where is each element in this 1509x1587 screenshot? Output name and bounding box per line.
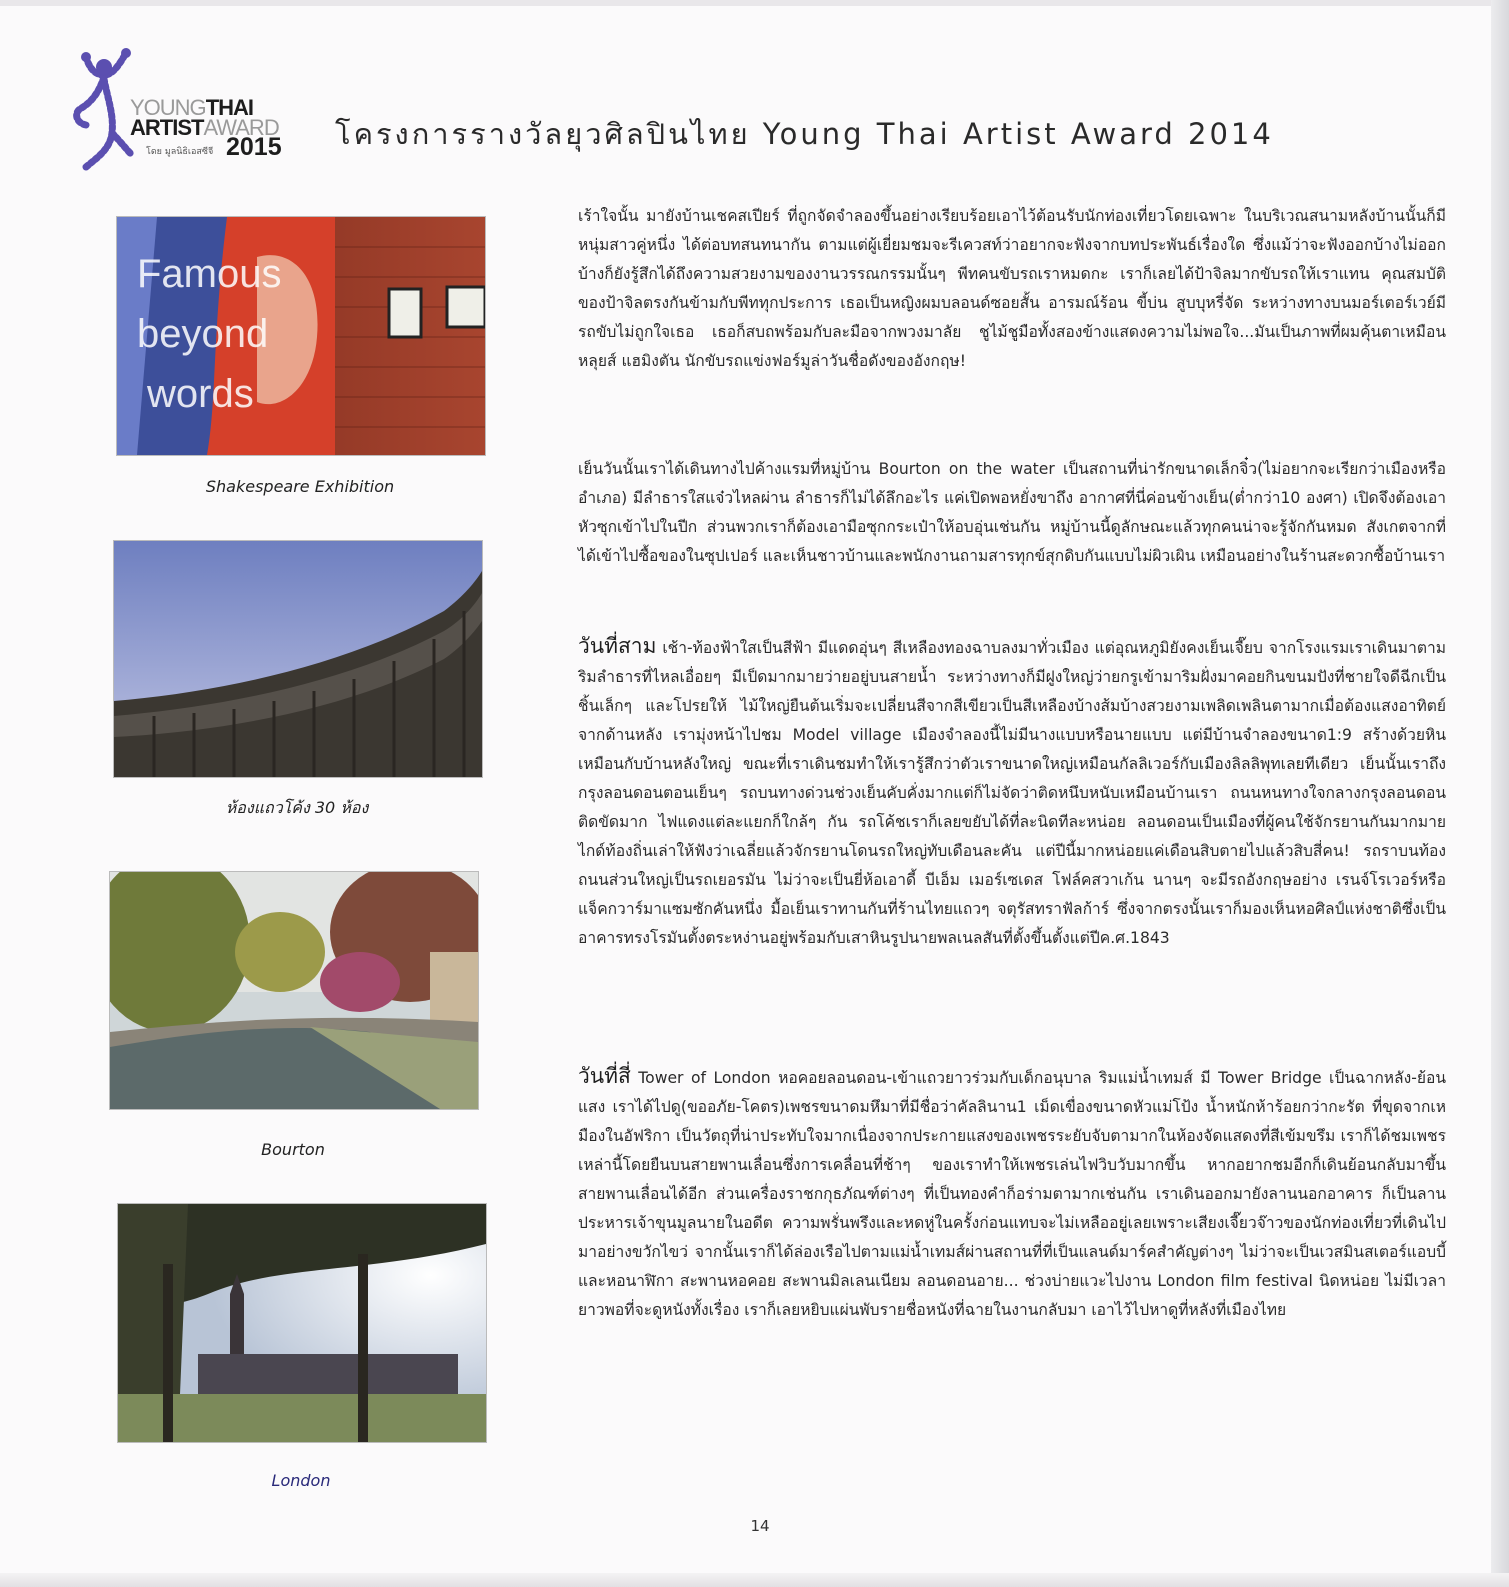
photo-caption: ห้องแถวโค้ง 30 ห้อง	[225, 798, 369, 817]
paragraph-shakespeare: เร้าใจนั้น มายังบ้านเชคสเปียร์ ที่ถูกจัดจำลองขึ้นอย่างเรียบร้อยเอาไว้ต้อนรับนักท่องเที่ยวโดยเฉพาะ ในบริเวณสนามหลังบ้านนั้นก็มีหนุ่มสาวคู่หนึ่ง ได้ต่อบทสนทนากัน ตามแต่ผู้เยี่ยมชมจะรีเควสท์ว่าอยากจะฟังจากบทประพันธ์เรื่องใด ซึ่งแม้ว่าจะฟังออกบ้างไม่ออกบ้างก็ยังรู้สึกได้ถึงความสวยงามของงานวรรณกรรมนั้นๆ พีทคนขับรถเราหมดกะ เราก็เลยได้ป้าจิลมากขับรถให้เราแทน คุณสมบัติของป้าจิลตรงกันข้ามกับพีททุกประการ เธอเป็นหญิงผมบลอนด์ซอยสั้น อารมณ์ร้อน ขี้บ่น สูบบุหรี่จัด ระหว่างทางบนมอร์เตอร์เวย์มีรถขับไม่ถูกใจเธอ เธอก็สบถพร้อมกับละมือจากพวงมาลัย ชูไม้ชูมือทั้งสองข้างแสดงความไม่พอใจ...มันเป็นภาพที่ผมคุ้นตาเหมือน หลุยส์ แฮมิงตัน นักขับรถแข่งฟอร์มูล่าวันชื่อดังของอังกฤษ!	[578, 207, 1446, 370]
logo-year: 2015	[226, 133, 282, 161]
photo-london	[117, 1203, 487, 1443]
paragraph-day-three	[578, 632, 1446, 953]
page-top-edge	[0, 0, 1509, 6]
logo-sponsor-text: โดย มูลนิธิเอสซีจี	[146, 147, 214, 157]
day-four-text: Tower of London หอคอยลอนดอน-เข้าแถวยาวร่วมกับเด็กอนุบาล ริมแม่น้ำเทมส์ มี Tower Bridge เป็นฉากหลัง-ย้อนแสง เราได้ไปดู(ขออภัย-โคตร)เพชรขนาดมหึมาที่มีชื่อว่าคัลลินาน1 เม็ดเขื่องขนาดหัวแม่โป้ง น้ำหนักห้าร้อยกว่ากะรัต ที่ขุดจากเหมืองในอัฟริกา เป็นวัตถุที่น่าประทับใจมากเนื่องจากประกายแสงของเพชรระยับจับตามากในห้องจัดแสดงที่สีเข้มขรึม เราก็ได้ชมเพชรเหล่านี้โดยยืนบนสายพานเลื่อนซึ่งการเคลื่อนที่ช้าๆ ของเราทำให้เพชรเล่นไฟวิบวับมากขึ้น หากอยากชมอีกก็เดินย้อนกลับมาขึ้นสายพานเลื่อนได้อีก ส่วนเครื่องราชกกุธภัณฑ์ต่างๆ ที่เป็นทองคำก็อร่ามตามากเช่นกัน เราเดินออกมายังลานนอกอาคาร ก็เป็นลานประหารเจ้าขุนมูลนายในอดีต ความพรั่นพรึงและหดหู่ในครั้งก่อนแทบจะไม่เหลืออยู่เลยเพราะเสียงเจี๊ยวจ๊าวของนักท่องเที่ยวที่เดินไปมาอย่างขวักไขว่ จากนั้นเราก็ได้ล่องเรือไปตามแม่น้ำเทมส์ผ่านสถานที่ที่เป็นแลนด์มาร์คสำคัญต่างๆ ไม่ว่าจะเป็นเวสมินสเตอร์แอบบี้และหอนาฬิกา สะพานหอคอย สะพานมิลเลนเนียม ลอนดอนอาย... ช่วงบ่ายแวะไปงาน London film festival นิดหน่อย ไม่มีเวลายาวพอที่จะดูหนังทั้งเรื่อง เราก็เลยหยิบแผ่นพับรายชื่อหนังที่ฉายในงานกลับมา เอาไว้ไปหาดูที่หลังที่เมืองไทย	[578, 1069, 1446, 1319]
photo-caption: Bourton	[261, 1140, 325, 1159]
day-four-label: วันที่สี่	[578, 1064, 631, 1088]
page-right-edge	[1491, 0, 1509, 1587]
banner-text-line3: words	[147, 372, 254, 416]
banner-text-line1: Famous	[137, 252, 282, 296]
paragraph-day-four	[578, 1062, 1446, 1325]
paragraph-bourton: เย็นวันนั้นเราได้เดินทางไปค้างแรมที่หมู่บ้าน Bourton on the water เป็นสถานที่น่ารักขนาดเล็กจิ๋ว(ไม่อยากจะเรียกว่าเมืองหรืออำเภอ) มีลำธารใสแจ๋วไหลผ่าน ลำธารก็ไม่ได้ลึกอะไร แค่เปิดพอหยั่งขาถึง อากาศที่นี่ค่อนข้างเย็น(ต่ำกว่า10 องศา) เปิดจึงต้องเอาหัวซุกเข้าไปในปีก ส่วนพวกเราก็ต้องเอามือซุกกระเป๋าให้อบอุ่นเช่นกัน หมู่บ้านนี้ดูลักษณะแล้วทุกคนน่าจะรู้จักกันหมด สังเกตจากที่ได้เข้าไปซื้อของในซุปเปอร์ และเห็นชาวบ้านและพนักงานถามสารทุกข์สุกดิบกันแบบไม่ผิวเผิน เหมือนอย่างในร้านสะดวกซื้อบ้านเรา	[578, 460, 1446, 565]
photo-caption: Shakespeare Exhibition	[205, 477, 395, 496]
banner-text-line2: beyond	[137, 312, 269, 356]
photo-royal-crescent	[113, 540, 483, 778]
young-thai-artist-award-logo	[68, 45, 298, 175]
page-title: โครงการรางวัลยุวศิลปินไทย Young Thai Artist Award 2014	[335, 117, 1274, 151]
day-three-text: เช้า-ท้องฟ้าใสเป็นสีฟ้า มีแดดอุ่นๆ สีเหลืองทองฉาบลงมาทั่วเมือง แต่อุณหภูมิยังคงเย็นเจี๊ยบ จากโรงแรมเราเดินมาตามริมลำธารที่ไหลเอื่อยๆ มีเป็ดมากมายว่ายอยู่บนสายน้ำ ระหว่างทางก็มีฝูงใหญ่ว่ายกรูเข้ามาริมฝั่งมาคอยกินขนมปังที่ชายใจดีฉีกเป็นชิ้นเล็กๆ และโปรยให้ ไม้ใหญ่ยืนต้นเริ่มจะเปลี่ยนสีจากสีเขียวเป็นสีเหลืองบ้างส้มบ้างสวยงามเพลิดเพลินตามากเมื่อต้องแสงอาทิตย์จากด้านหลัง เรามุ่งหน้าไปชม Model village เมืองจำลองนี้ไม่มีนางแบบหรือนายแบบ แต่มีบ้านจำลองขนาด1:9 สร้างด้วยหินเหมือนกับบ้านหลังใหญ่ ขณะที่เราเดินชมทำให้เรารู้สึกว่าตัวเราขนาดใหญ่เหมือนกัลลิเวอร์กับเมืองลิลลิพุทเลยทีเดียว เย็นนั้นเราถึงกรุงลอนดอนตอนเย็นๆ รถบนทางด่วนช่วงเย็นคับคั่งมากแต่ก็ไม่จัดว่าติดหนึบหนับเหมือนบ้านเรา ถนนหนทางใจกลางกรุงลอนดอนติดขัดมาก ไฟแดงแต่ละแยกก็ใกล้ๆ กัน รถโค้ชเราก็เลยขยับได้ที่ละนิดทีละหน่อย ลอนดอนเป็นเมืองที่ผู้คนใช้จักรยานกันมากมาย ไกด์ท้องถิ่นเล่าให้ฟังว่าเฉลี่ยแล้วจักรยานโดนรถใหญ่ทับเดือนละคัน แต่ปีนี้มากหน่อยแค่เดือนสิบตายไปแล้วสิบสี่คน! รถราบนท้องถนนส่วนใหญ่เป็นรถเยอรมัน ไม่ว่าจะเป็นยี่ห้อเอาดี้ บีเอ็ม เมอร์เซเดส โฟล์คสวาเก้น นานๆ จะมีรถอังกฤษอย่าง เรนจ์โรเวอร์หรือแจ็คกวาร์มาแซมซักคันหนึ่ง มื้อเย็นเราทานกันที่ร้านไทยแถวๆ จตุรัสทราฟัลก้าร์ ซึ่งจากตรงนั้นเราก็มองเห็นหอศิลป์แห่งชาติซึ่งเป็นอาคารทรงโรมันตั้งตระหง่านอยู่พร้อมกับเสาหินรูปนายพลเนลสันที่ตั้งขึ้นตั้งแต่ปีค.ศ.1843	[578, 639, 1446, 947]
photo-shakespeare-exhibition	[116, 216, 486, 456]
logo-artist-text: ARTIST	[130, 115, 204, 140]
page-bottom-edge	[0, 1573, 1509, 1587]
logo-thai-text: THAI	[205, 95, 254, 120]
photo-caption: London	[271, 1471, 331, 1490]
day-three-label: วันที่สาม	[578, 634, 657, 658]
page-number: 14	[750, 1517, 770, 1535]
logo-young-text: YOUNG	[130, 95, 206, 120]
photo-bourton	[109, 871, 479, 1110]
logo-award-text: AWARD	[203, 115, 279, 140]
dancer-figure-icon	[68, 45, 138, 175]
